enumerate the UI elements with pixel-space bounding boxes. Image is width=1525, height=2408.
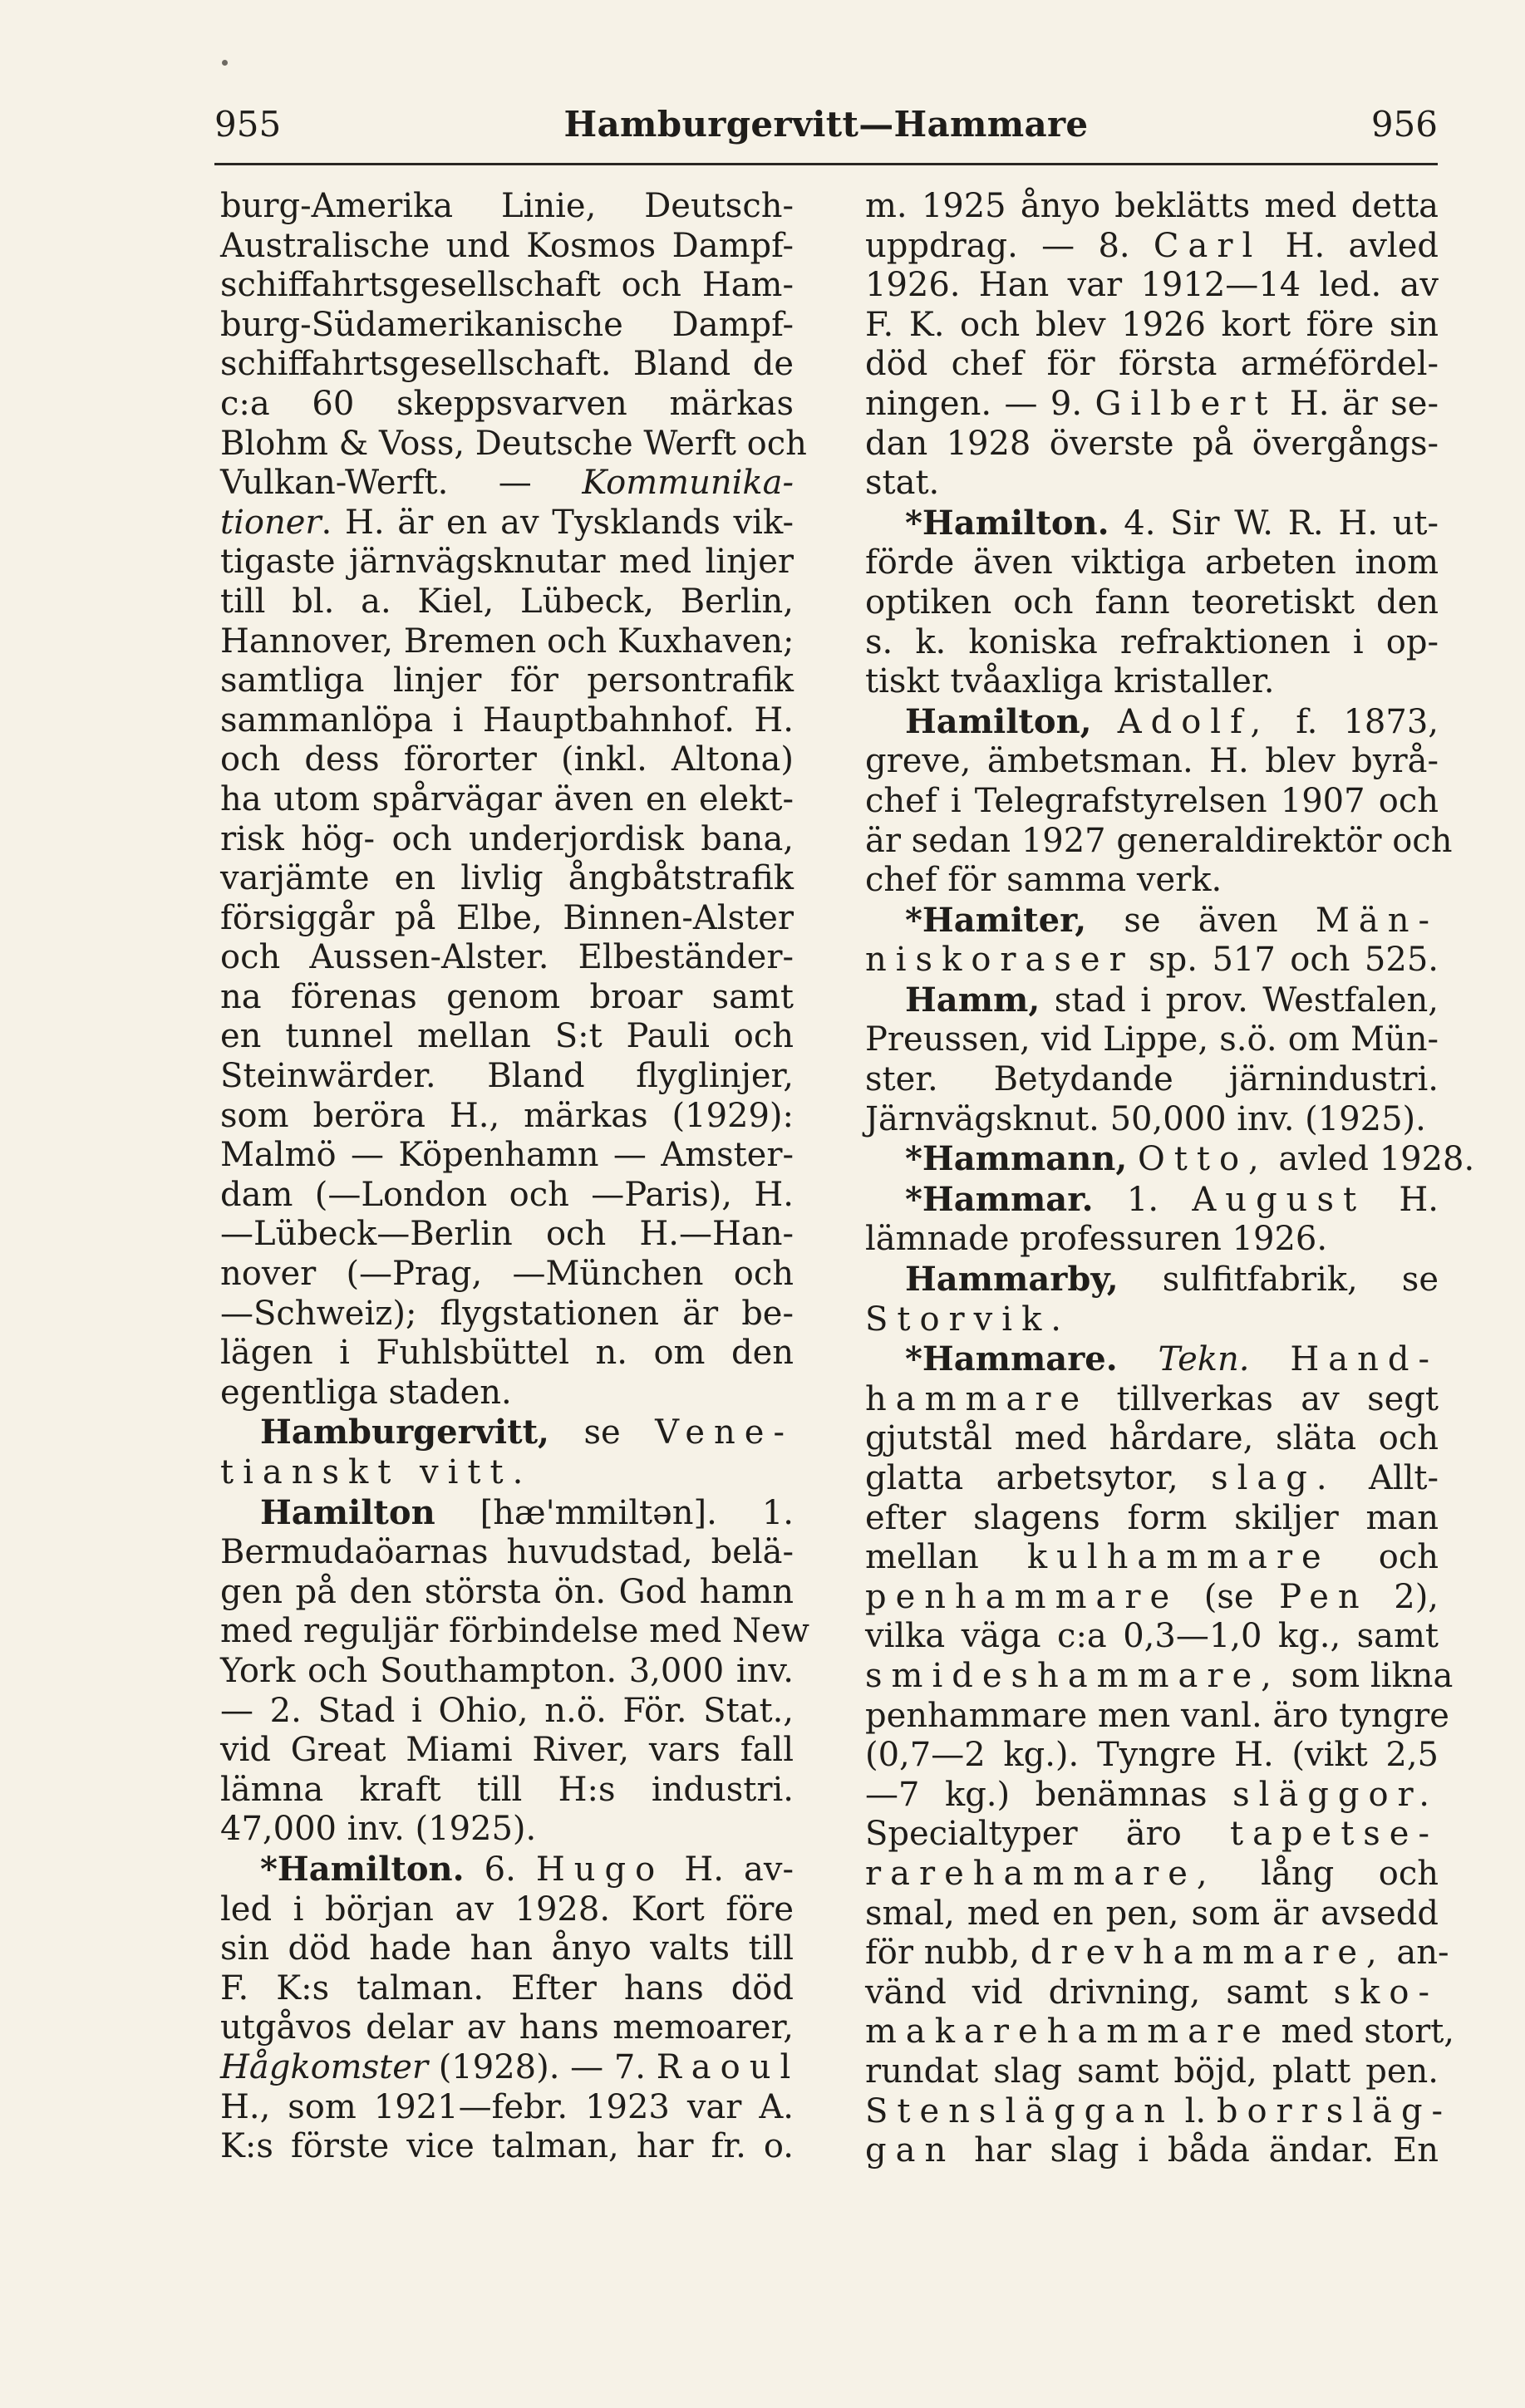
- text-line: [865, 861, 1439, 901]
- text-line: [865, 1300, 1439, 1340]
- text-line: [865, 623, 1439, 663]
- text-run: slag.: [1211, 1459, 1336, 1497]
- text-run: burg-Südamerikanische Dampf-: [220, 305, 794, 344]
- text-run: H., som 1921—febr. 1923 var A.: [220, 2087, 794, 2126]
- text-line: [220, 1850, 794, 1890]
- right-column: [865, 187, 1475, 2171]
- text-run: [1092, 703, 1118, 741]
- text-run: lägen i Fuhlsbüttel n. om den: [220, 1334, 794, 1373]
- text-line: [220, 1334, 794, 1374]
- text-run: stad i prov. Westfalen,: [1040, 980, 1439, 1020]
- text-line: [220, 1890, 794, 1930]
- text-run: uppdrag. — 8.: [865, 226, 1154, 265]
- text-run: Steinwärder. Bland flyglinjer,: [220, 1057, 794, 1096]
- text-run: kulhammare: [1026, 1538, 1331, 1577]
- text-run: H. avled: [1262, 226, 1439, 265]
- text-run: död chef för första arméfördel-: [865, 345, 1439, 384]
- text-line: [220, 227, 794, 267]
- text-line: [865, 1736, 1439, 1776]
- text-line: [220, 385, 794, 425]
- text-line: [220, 1057, 794, 1097]
- text-run: vilka väga c:a 0,3—1,0 kg., samt: [865, 1617, 1439, 1656]
- text-line: [865, 2131, 1439, 2171]
- text-line: [865, 1260, 1439, 1300]
- text-run: lång och: [1216, 1854, 1439, 1893]
- left-column: [220, 187, 809, 2167]
- text-line: [220, 1969, 794, 2009]
- text-line: [220, 859, 794, 899]
- text-line: [220, 1413, 794, 1453]
- text-run: se även: [1086, 901, 1316, 940]
- text-run: Vene-: [655, 1413, 794, 1452]
- headword: *Hamiter,: [905, 900, 1087, 940]
- text-line: [220, 938, 794, 978]
- text-run: är sedan 1927 generaldirektör och: [865, 821, 1453, 860]
- text-run: sulfitfabrik, se: [1118, 1261, 1439, 1300]
- text-run: York och Southampton. 3,000 inv.: [220, 1651, 794, 1690]
- text-line: [865, 1060, 1439, 1100]
- text-run: na förenas genom broar samt: [220, 977, 794, 1016]
- text-line: [865, 1220, 1439, 1260]
- text-line: [865, 306, 1439, 346]
- text-run: avled 1928.: [1267, 1140, 1475, 1179]
- text-run: [1127, 1140, 1138, 1178]
- text-line: [865, 1973, 1439, 2013]
- text-run: Australische und Kosmos Dampf-: [220, 226, 794, 265]
- text-line: [865, 504, 1439, 544]
- text-run: H. av-: [664, 1850, 794, 1889]
- text-line: [865, 1617, 1439, 1657]
- text-run: 1.: [1093, 1180, 1193, 1219]
- text-line: [220, 504, 794, 543]
- text-line: [865, 821, 1453, 862]
- headword: *Hammare.: [905, 1339, 1118, 1379]
- text-run: dan 1928 överste på övergångs-: [865, 424, 1439, 463]
- text-run: dam (—London och —Paris), H.: [220, 1175, 794, 1214]
- text-run: schiffahrtsgesellschaft. Bland de: [220, 345, 794, 384]
- headword: Hamburgervitt,: [260, 1413, 549, 1452]
- text-run: Hugo: [535, 1850, 665, 1889]
- text-run: borrsläg-: [1216, 2091, 1453, 2130]
- text-run: Kommunika-: [582, 464, 794, 503]
- text-run: tioner: [220, 503, 322, 542]
- text-run: led i början av 1928. Kort före: [220, 1890, 794, 1929]
- text-run: sp. 517 och 525.: [1134, 941, 1439, 980]
- text-run: —7 kg.) benämnas: [865, 1775, 1233, 1814]
- text-run: chef för samma verk.: [865, 861, 1222, 900]
- text-run: sin död hade han ånyo valts till: [220, 1929, 794, 1968]
- text-run: tiskt tvåaxliga kristaller.: [865, 662, 1275, 701]
- text-run: och dess förorter (inkl. Altona): [220, 740, 794, 779]
- text-run: F. K:s talman. Efter hans död: [220, 1968, 794, 2007]
- text-run: niskoraser: [865, 941, 1134, 980]
- text-run: Raoul: [656, 2047, 800, 2086]
- text-line: [220, 1533, 794, 1573]
- text-run: hammare: [865, 1379, 1090, 1418]
- text-run: Järnvägsknut. 50,000 inv. (1925).: [865, 1099, 1426, 1138]
- text-run: mellan: [865, 1538, 1027, 1577]
- text-line: [865, 227, 1439, 267]
- text-run: penhammare men vanl. äro tyngre: [865, 1696, 1449, 1735]
- text-run: gan: [865, 2131, 956, 2170]
- text-run: försiggår på Elbe, Binnen-Alster: [220, 898, 794, 937]
- text-line: [220, 1493, 794, 1534]
- text-line: [220, 2127, 794, 2167]
- text-run: sko-: [1333, 1973, 1439, 2012]
- text-line: [865, 1139, 1475, 1180]
- headword: *Hammar.: [905, 1179, 1094, 1219]
- text-line: [865, 662, 1439, 702]
- text-run: smideshammare,: [865, 1656, 1281, 1695]
- text-line: [220, 1215, 794, 1255]
- text-line: [220, 306, 794, 346]
- text-line: [220, 1731, 794, 1771]
- text-line: [865, 385, 1439, 425]
- text-run: —Lübeck—Berlin och H.—Han-: [220, 1215, 794, 1254]
- text-run: lämnade professuren 1926.: [865, 1220, 1328, 1259]
- text-line: [220, 1573, 794, 1613]
- text-run: penhammare: [865, 1577, 1179, 1616]
- text-run: gjutstål med hårdare, släta och: [865, 1419, 1439, 1458]
- text-run: 4. Sir W. R. H. ut-: [1109, 504, 1439, 543]
- text-line: [865, 543, 1439, 583]
- text-line: [865, 1855, 1439, 1894]
- text-run: smal, med en pen, som är avsedd: [865, 1894, 1439, 1933]
- text-line: [865, 1499, 1439, 1539]
- page-number-right: 956: [1370, 104, 1438, 145]
- text-line: [865, 742, 1439, 782]
- text-run: K:s förste vice talman, har fr. o.: [220, 2127, 794, 2166]
- text-line: [865, 1459, 1439, 1499]
- text-run: an-: [1385, 1934, 1449, 1973]
- text-run: en tunnel mellan S:t Pauli och: [220, 1017, 794, 1056]
- text-run: sammanlöpa i Hauptbahnhof. H.: [220, 700, 794, 740]
- text-run: August: [1192, 1180, 1366, 1219]
- headword: Hamilton,: [905, 701, 1092, 741]
- text-run: tigaste järnvägsknutar med linjer: [220, 543, 794, 582]
- text-line: [220, 2088, 794, 2128]
- text-run: Preussen, vid Lippe, s.ö. om Mün-: [865, 1020, 1439, 1059]
- text-run: lämna kraft till H:s industri.: [220, 1770, 794, 1809]
- text-line: [865, 2012, 1454, 2052]
- text-line: [220, 622, 794, 662]
- text-line: [220, 2047, 800, 2088]
- text-run: ningen. — 9.: [865, 384, 1095, 423]
- headword: *Hamilton.: [260, 1849, 465, 1889]
- text-line: [220, 543, 794, 582]
- text-line: [865, 702, 1439, 743]
- text-line: [865, 941, 1439, 980]
- text-run: H. är se-: [1277, 384, 1439, 423]
- text-line: [865, 266, 1439, 306]
- text-run: och Aussen-Alster. Elbeständer-: [220, 938, 794, 977]
- text-line: [865, 782, 1439, 822]
- text-run: [1118, 1340, 1159, 1378]
- text-line: [865, 1776, 1439, 1816]
- text-run: egentliga staden.: [220, 1373, 512, 1412]
- text-line: [865, 1020, 1439, 1060]
- text-run: greve, ämbetsman. H. blev byrå-: [865, 742, 1439, 781]
- text-run: utgåvos delar av hans memoarer,: [220, 2008, 794, 2047]
- text-line: [220, 464, 794, 504]
- text-line: [865, 464, 1439, 504]
- text-run: m. 1925 ånyo beklätts med detta: [865, 187, 1439, 225]
- text-run: släggor.: [1232, 1775, 1439, 1814]
- text-line: [865, 1538, 1439, 1578]
- text-run: 47,000 inv. (1925).: [220, 1810, 537, 1849]
- text-run: Storvik.: [865, 1300, 1071, 1339]
- text-line: [865, 1696, 1449, 1737]
- text-run: gen på den största ön. God hamn: [220, 1572, 794, 1611]
- text-line: [220, 740, 794, 780]
- text-run: 1926. Han var 1912—14 led. av: [865, 266, 1439, 305]
- text-run: Specialtyper äro: [865, 1815, 1230, 1854]
- text-line: [865, 1656, 1454, 1697]
- text-run: Malmö — Köpenhamn — Amster-: [220, 1136, 794, 1175]
- text-run: som berörа H., märkas (1929):: [220, 1096, 794, 1135]
- text-line: [865, 1100, 1439, 1140]
- text-run: med stort,: [1270, 2012, 1454, 2052]
- text-line: [220, 1692, 794, 1732]
- headword: Hamm,: [905, 980, 1040, 1020]
- text-run: ha utom spårvägar även en elekt-: [220, 779, 794, 818]
- text-run: se: [549, 1413, 656, 1452]
- text-run: samtliga linjer för persontrafik: [220, 661, 794, 700]
- text-run: (se: [1178, 1577, 1280, 1616]
- text-line: [220, 1453, 794, 1493]
- text-run: glatta arbetsytor,: [865, 1459, 1212, 1497]
- text-run: rarehammare,: [865, 1854, 1217, 1893]
- text-line: [220, 1097, 794, 1137]
- text-line: [865, 1894, 1439, 1934]
- text-line: [220, 1810, 794, 1850]
- text-run: för nubb,: [865, 1934, 1031, 1973]
- text-run: Carl: [1153, 226, 1262, 265]
- text-run: förde även viktiga arbeten inom: [865, 543, 1439, 582]
- text-run: ster. Betydande järnindustri.: [865, 1060, 1439, 1099]
- text-line: [220, 1136, 794, 1176]
- headword: *Hamilton.: [905, 503, 1109, 543]
- text-run: schiffahrtsgesellschaft och Ham-: [220, 266, 794, 305]
- text-line: [865, 1339, 1439, 1380]
- text-line: [220, 1771, 794, 1811]
- text-run: Otto,: [1138, 1140, 1268, 1179]
- text-line: [865, 1934, 1449, 1973]
- text-line: [220, 1176, 794, 1216]
- text-run: c:a 60 skeppsvarven märkas: [220, 384, 794, 423]
- page-header: [214, 98, 1438, 151]
- text-line: [220, 701, 794, 741]
- text-line: [220, 345, 794, 385]
- text-run: varjämte en livlig ångbåtstrafik: [220, 859, 794, 898]
- text-line: [865, 1380, 1439, 1420]
- text-run: tapetse-: [1230, 1815, 1439, 1854]
- text-run: Tekn.: [1158, 1340, 1250, 1379]
- text-run: Gilbert: [1095, 384, 1277, 423]
- text-run: Bermudaöarnas huvudstad, belä-: [220, 1533, 794, 1572]
- text-line: [220, 899, 794, 939]
- text-run: f. 1873,: [1270, 702, 1439, 741]
- text-run: 6.: [464, 1850, 536, 1889]
- text-line: [865, 1180, 1439, 1221]
- text-run: s. k. koniska refraktionen i op-: [865, 622, 1439, 661]
- text-run: Pen: [1279, 1577, 1369, 1616]
- headword: *Hammann,: [905, 1139, 1128, 1179]
- print-speck: [222, 60, 228, 66]
- headword: Hamilton: [260, 1492, 435, 1532]
- text-run: och: [1330, 1538, 1439, 1577]
- text-run: optiken och fann teoretiskt den: [865, 582, 1439, 622]
- text-run: . H. är en av Tysklands vik-: [321, 503, 794, 542]
- text-line: [220, 1612, 809, 1652]
- text-run: Hågkomster: [220, 2047, 428, 2086]
- text-run: Adolf,: [1117, 702, 1271, 741]
- text-run: har slag i båda ändar. En: [955, 2131, 1439, 2170]
- text-line: [220, 1255, 794, 1295]
- text-line: [865, 1419, 1439, 1459]
- text-run: tianskt vitt.: [220, 1453, 533, 1491]
- text-line: [220, 187, 794, 227]
- text-run: rundat slag samt böjd, platt pen.: [865, 2052, 1439, 2091]
- text-run: Stensläggan: [865, 2091, 1174, 2130]
- text-line: [220, 266, 794, 306]
- text-line: [865, 187, 1439, 227]
- page-number-left: 955: [214, 104, 282, 145]
- text-run: drevhammare,: [1030, 1934, 1386, 1973]
- text-line: [865, 1815, 1439, 1855]
- running-title: Hamburgervitt—Hammare: [563, 104, 1089, 145]
- text-line: [220, 661, 794, 701]
- text-run: Hand-: [1290, 1340, 1439, 1379]
- text-run: vid Great Miami River, vars fall: [220, 1731, 794, 1770]
- text-line: [220, 424, 807, 464]
- text-run: risk hög- och underjordisk bana,: [220, 819, 794, 858]
- text-line: [220, 1929, 794, 1969]
- text-run: stat.: [865, 464, 940, 503]
- text-line: [220, 1295, 794, 1334]
- text-run: (0,7—2 kg.). Tyngre H. (vikt 2,5: [865, 1736, 1439, 1775]
- text-line: [865, 425, 1439, 464]
- text-line: [220, 820, 794, 860]
- text-line: [220, 978, 794, 1018]
- text-run: till bl. a. Kiel, Lübeck, Berlin,: [220, 582, 794, 621]
- text-line: [220, 1374, 794, 1413]
- text-run: Vulkan-Werft. —: [220, 464, 583, 503]
- text-run: —Schweiz); flygstationen är be-: [220, 1294, 794, 1333]
- text-run: Allt-: [1336, 1459, 1439, 1497]
- text-run: makarehammare: [865, 2012, 1271, 2052]
- text-line: [220, 780, 794, 820]
- headword: Hammarby,: [905, 1260, 1119, 1300]
- text-line: [220, 1017, 794, 1057]
- text-run: efter slagens form skiljer man: [865, 1498, 1439, 1537]
- text-run: chef i Telegrafstyrelsen 1907 och: [865, 781, 1439, 820]
- text-run: som likna: [1280, 1656, 1454, 1695]
- text-line: [865, 1578, 1439, 1618]
- text-run: nover (—Prag, —München och: [220, 1255, 794, 1294]
- text-line: [865, 980, 1439, 1021]
- text-run: vänd vid drivning, samt: [865, 1973, 1334, 2012]
- text-line: [865, 345, 1439, 385]
- text-line: [865, 2091, 1453, 2132]
- text-run: (1928). — 7.: [427, 2047, 657, 2086]
- text-run: [1250, 1340, 1291, 1378]
- text-run: tillverkas av segt: [1089, 1379, 1439, 1418]
- text-run: Blohm & Voss, Deutsche Werft och: [220, 424, 807, 463]
- text-run: l.: [1173, 2091, 1217, 2130]
- text-run: — 2. Stad i Ohio, n.ö. För. Stat.,: [220, 1691, 794, 1730]
- text-line: [865, 2052, 1439, 2092]
- text-run: [hæ'mmiltən]. 1.: [435, 1493, 794, 1532]
- text-line: [220, 2008, 794, 2048]
- text-run: F. K. och blev 1926 kort före sin: [865, 305, 1439, 344]
- text-line: [865, 901, 1439, 941]
- text-run: H.: [1365, 1180, 1439, 1219]
- header-rule: [214, 163, 1438, 165]
- text-line: [220, 582, 794, 622]
- text-run: 2),: [1368, 1577, 1439, 1616]
- text-line: [220, 1652, 794, 1692]
- text-run: burg-Amerika Linie, Deutsch-: [220, 187, 794, 225]
- text-run: Hannover, Bremen och Kuxhaven;: [220, 622, 794, 661]
- text-run: Män-: [1315, 901, 1439, 940]
- text-run: med reguljär förbindelse med New: [220, 1612, 809, 1651]
- text-line: [865, 583, 1439, 623]
